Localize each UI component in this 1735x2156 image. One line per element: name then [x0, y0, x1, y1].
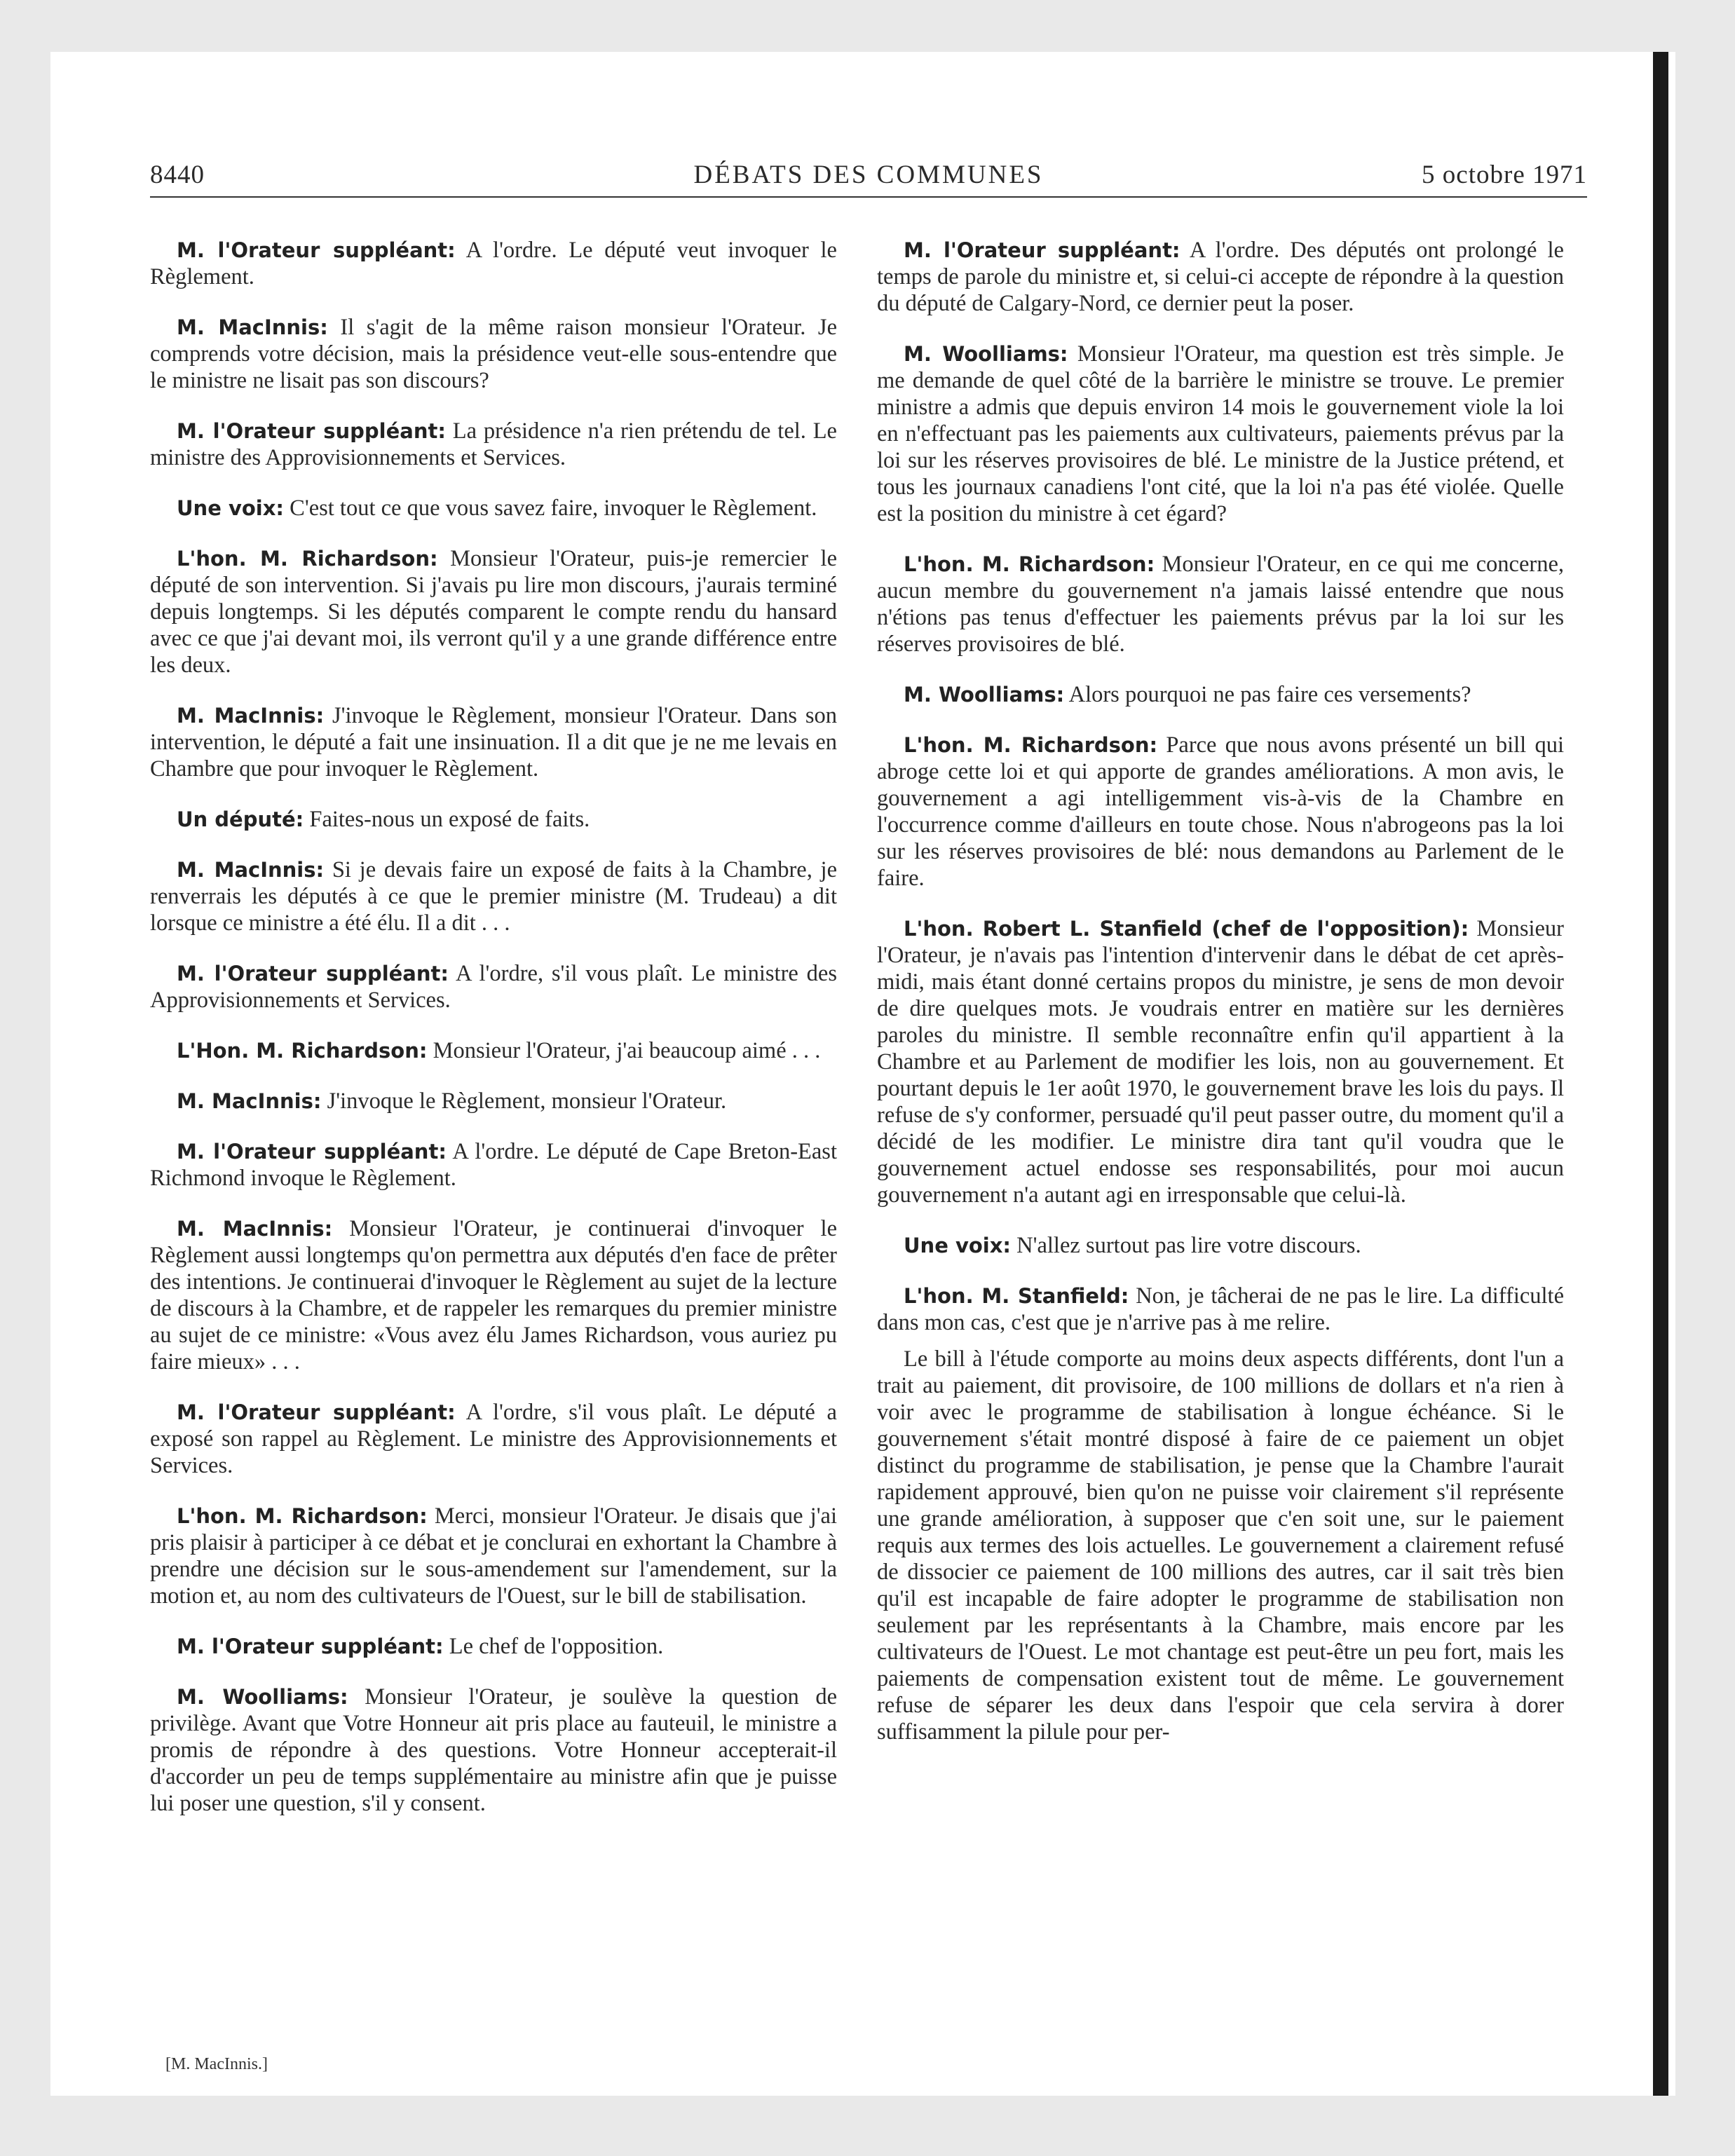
page-number: 8440 — [150, 161, 205, 189]
speech-paragraph — [877, 681, 1564, 708]
speaker-name: L'hon. Robert L. Stanfield (chef de l'opposition): — [904, 917, 1469, 941]
publication-date: 5 octobre 1971 — [1422, 161, 1587, 189]
speech-text: Le bill à l'étude comporte au moins deux aspects différents, dont l'un a trait au paiement, dit provisoire, de 100 millions de dollars et n'a rien à voir avec le programme de stabilisation à longue échéance. Si le gouvernement s'était montré disposé à faire de ce paiement un objet distinct du programme de stabilisation, je pense que la Chambre l'aurait rapidement approuvé, bien qu'on ne puisse voir clairement s'il représente une grande amélioration, à supposer que c'en soit une, sur le paiement requis aux termes des lois actuelles. Le gouvernement a clairement refusé de dissocier ce paiement de 100 millions des autres, car il sait très bien qu'il est incapable de faire adopter le programme de stabilisation non seulement par les représentants à la Chambre, mais encore par les cultivateurs de l'Ouest. Le mot chantage est peut-être un peu fort, mais les paiements de compensation existent tout de même. Le gouvernement refuse de séparer les deux dans l'espoir que cela servira à dorer suffisamment la pilule pour per- — [877, 1346, 1564, 1745]
speaker-name: M. l'Orateur suppléant: — [177, 1400, 456, 1424]
speech-text: Monsieur l'Orateur, je soulève la question de privilège. Avant que Votre Honneur ait pris place au fauteuil, le ministre a promis de répondre à des questions. Votre Honneur accepterait-il d'accorder un peu de temps supplémentaire au ministre afin que je puisse lui poser une question, s'il y consent. — [150, 1684, 837, 1816]
speaker-name: M. MacInnis: — [177, 858, 325, 882]
speech-paragraph — [150, 495, 837, 521]
speech-text: C'est tout ce que vous savez faire, invoquer le Règlement. — [290, 496, 817, 521]
speaker-name: L'hon. M. Richardson: — [904, 733, 1158, 757]
speech-text: J'invoque le Règlement, monsieur l'Orateur. Dans son intervention, le député a fait une insinuation. Il a dit que je ne me levais en Chambre que pour invoquer le Règlement. — [150, 703, 837, 782]
speech-paragraph — [150, 806, 837, 833]
speech-paragraph — [150, 1037, 837, 1064]
speech-paragraph — [150, 702, 837, 782]
speech-text: Monsieur l'Orateur, je continuerai d'invoquer le Règlement aussi longtemps qu'on permettra aux députés d'en face de prêter des intentions. Je continuerai d'invoquer le Règlement au sujet de la lecture de discours à la Chambre, et de rappeler les remarques du premier ministre au sujet de ce ministre: «Vous avez élu James Richardson, vous auriez pu faire mieux» . . . — [150, 1216, 837, 1374]
speech-paragraph — [150, 237, 837, 290]
speaker-name: M. MacInnis: — [177, 1089, 322, 1113]
speaker-name: Un député: — [177, 807, 304, 831]
speaker-name: Une voix: — [177, 496, 285, 520]
speech-text: Monsieur l'Orateur, en ce qui me concerne, aucun membre du gouvernement n'a jamais laissé entendre que nous n'étions pas tenus d'effectuer les paiements prévus par la loi sur les réserves provisoires de blé. — [877, 552, 1565, 657]
speech-text: Non, je tâcherai de ne pas le lire. La difficulté dans mon cas, c'est que je n'arrive pas à me relire. — [877, 1283, 1565, 1335]
speech-paragraph — [877, 551, 1564, 657]
speaker-name: L'hon. M. Richardson: — [904, 552, 1155, 576]
speech-text: A l'ordre. Le député veut invoquer le Règlement. — [150, 238, 837, 289]
speech-paragraph — [877, 1283, 1564, 1336]
speech-paragraph — [150, 1399, 837, 1479]
speech-text: Il s'agit de la même raison monsieur l'Orateur. Je comprends votre décision, mais la présidence veut-elle sous-entendre que le ministre ne lisait pas son discours? — [150, 315, 837, 393]
speaker-name: M. Woolliams: — [904, 342, 1068, 366]
speaker-name: M. Woolliams: — [904, 683, 1065, 707]
speech-text: Monsieur l'Orateur, j'ai beaucoup aimé . . . — [433, 1038, 821, 1063]
speech-paragraph — [877, 1346, 1564, 1745]
speech-paragraph — [150, 1684, 837, 1817]
speech-text: Faites-nous un exposé de faits. — [309, 807, 590, 832]
speech-paragraph — [150, 1633, 837, 1660]
speaker-name: M. l'Orateur suppléant: — [177, 1140, 447, 1164]
speaker-name: L'hon. M. Stanfield: — [904, 1284, 1129, 1308]
speech-paragraph — [150, 1503, 837, 1609]
speech-text: Merci, monsieur l'Orateur. Je disais que j'ai pris plaisir à participer à ce débat et je conclurai en exhortant la Chambre à prendre une décision sur le sous-amendement sur l'amendement, sur la motion et, au nom des cultivateurs de l'Ouest, sur le bill de stabilisation. — [150, 1503, 838, 1609]
speaker-name: M. l'Orateur suppléant: — [177, 419, 446, 443]
speaker-footnote: [M. MacInnis.] — [165, 2055, 268, 2073]
speaker-name: M. l'Orateur suppléant: — [177, 238, 456, 262]
left-column — [150, 237, 837, 1841]
speech-paragraph — [150, 960, 837, 1014]
speech-paragraph — [150, 545, 837, 678]
speech-text: Le chef de l'opposition. — [449, 1634, 664, 1659]
speaker-name: M. MacInnis: — [177, 315, 328, 339]
speech-text: Parce que nous avons présenté un bill qui abroge cette loi et qui apporte de grandes améliorations. A mon avis, le gouvernement a agi intelligemment vis-à-vis de la Chambre en l'occurrence comme d'ailleurs en toute chose. Nous n'abrogeons pas la loi sur les réserves provisoires de blé: nous demandons au Parlement de le faire. — [877, 732, 1564, 891]
speech-text: A l'ordre, s'il vous plaît. Le député a exposé son rappel au Règlement. Le ministre des Approvisionnements et Services. — [150, 1400, 837, 1478]
page-header — [150, 156, 1587, 198]
speaker-name: M. Woolliams: — [177, 1685, 348, 1709]
speech-text: A l'ordre. Le député de Cape Breton-East Richmond invoque le Règlement. — [150, 1139, 837, 1191]
speech-paragraph — [150, 1088, 837, 1114]
speech-text: Monsieur l'Orateur, puis-je remercier le député de son intervention. Si j'avais pu lire mon discours, j'aurais terminé depuis longtemps. Si les députés comparent le compte rendu du hansard avec ce que j'ai devant moi, ils verront qu'il y a une grande différence entre les deux. — [150, 546, 837, 678]
speaker-name: L'Hon. M. Richardson: — [177, 1039, 428, 1063]
speech-paragraph — [150, 418, 837, 471]
speaker-name: L'hon. M. Richardson: — [177, 547, 438, 571]
speaker-name: M. l'Orateur suppléant: — [177, 1635, 444, 1658]
speech-text: A l'ordre, s'il vous plaît. Le ministre des Approvisionnements et Services. — [150, 961, 837, 1013]
speech-paragraph — [877, 341, 1564, 527]
speaker-name: M. l'Orateur suppléant: — [904, 238, 1181, 262]
speech-text: Si je devais faire un exposé de faits à la Chambre, je renverrais les députés à ce que le premier ministre (M. Trudeau) a dit lorsque ce ministre a été élu. Il a dit . . . — [150, 857, 838, 936]
speech-paragraph — [150, 1215, 837, 1375]
right-column — [877, 237, 1564, 1769]
speech-text: La présidence n'a rien prétendu de tel. Le ministre des Approvisionnements et Services. — [150, 418, 837, 470]
speech-text: N'allez surtout pas lire votre discours. — [1016, 1233, 1361, 1258]
speaker-name: Une voix: — [904, 1234, 1012, 1257]
publication-title: DÉBATS DES COMMUNES — [693, 161, 1044, 189]
speech-text: A l'ordre. Des députés ont prolongé le temps de parole du ministre et, si celui-ci accepte de répondre à la question du député de Calgary-Nord, ce dernier peut la poser. — [877, 238, 1564, 316]
speech-paragraph — [877, 1232, 1564, 1259]
speech-paragraph — [877, 732, 1564, 892]
speaker-name: M. MacInnis: — [177, 704, 325, 728]
speaker-name: M. l'Orateur suppléant: — [177, 962, 449, 985]
speech-text: J'invoque le Règlement, monsieur l'Orateur. — [327, 1089, 727, 1114]
speech-paragraph — [150, 314, 837, 394]
speech-text: Monsieur l'Orateur, je n'avais pas l'intention d'intervenir dans le débat de cet après-midi, mais étant donné certains propos du ministre, je sens de mon devoir de dire quelques mots. Je voudrais entrer en matière sur les dernières paroles du ministre. Il semble reconnaître enfin qu'il appartient à la Chambre et au Parlement de modifier les lois, non au gouvernement. Et pourtant depuis le 1er août 1970, le gouvernement brave les lois du pays. Il refuse de s'y conformer, persuadé qu'il peut passer outre, du moment qu'il a décidé de les modifier. Le ministre dira tant qu'il voudra que le gouvernement actuel endosse ses responsabilités, pour moi aucun gouvernement n'a autant agi en irresponsable que celui-là. — [877, 916, 1564, 1208]
speaker-name: L'hon. M. Richardson: — [177, 1504, 428, 1528]
speaker-name: M. MacInnis: — [177, 1217, 333, 1241]
speech-text: Monsieur l'Orateur, ma question est très simple. Je me demande de quel côté de la barrière le ministre se trouve. Le premier ministre a admis que depuis environ 14 mois le gouvernement viole la loi en n'effectuant pas les paiements aux cultivateurs, paiements prévus par la loi sur les réserves provisoires de blé. Le ministre de la Justice prétend, et tous les journaux canadiens l'ont cité, que la loi n'a pas été violée. Quelle est la position du ministre à cet égard? — [877, 341, 1564, 526]
speech-paragraph — [877, 915, 1564, 1208]
speech-paragraph — [877, 237, 1564, 317]
page-edge-shadow — [1653, 52, 1668, 2096]
speech-text: Alors pourquoi ne pas faire ces versements? — [1068, 682, 1471, 707]
speech-paragraph — [150, 857, 837, 936]
speech-paragraph — [150, 1138, 837, 1192]
